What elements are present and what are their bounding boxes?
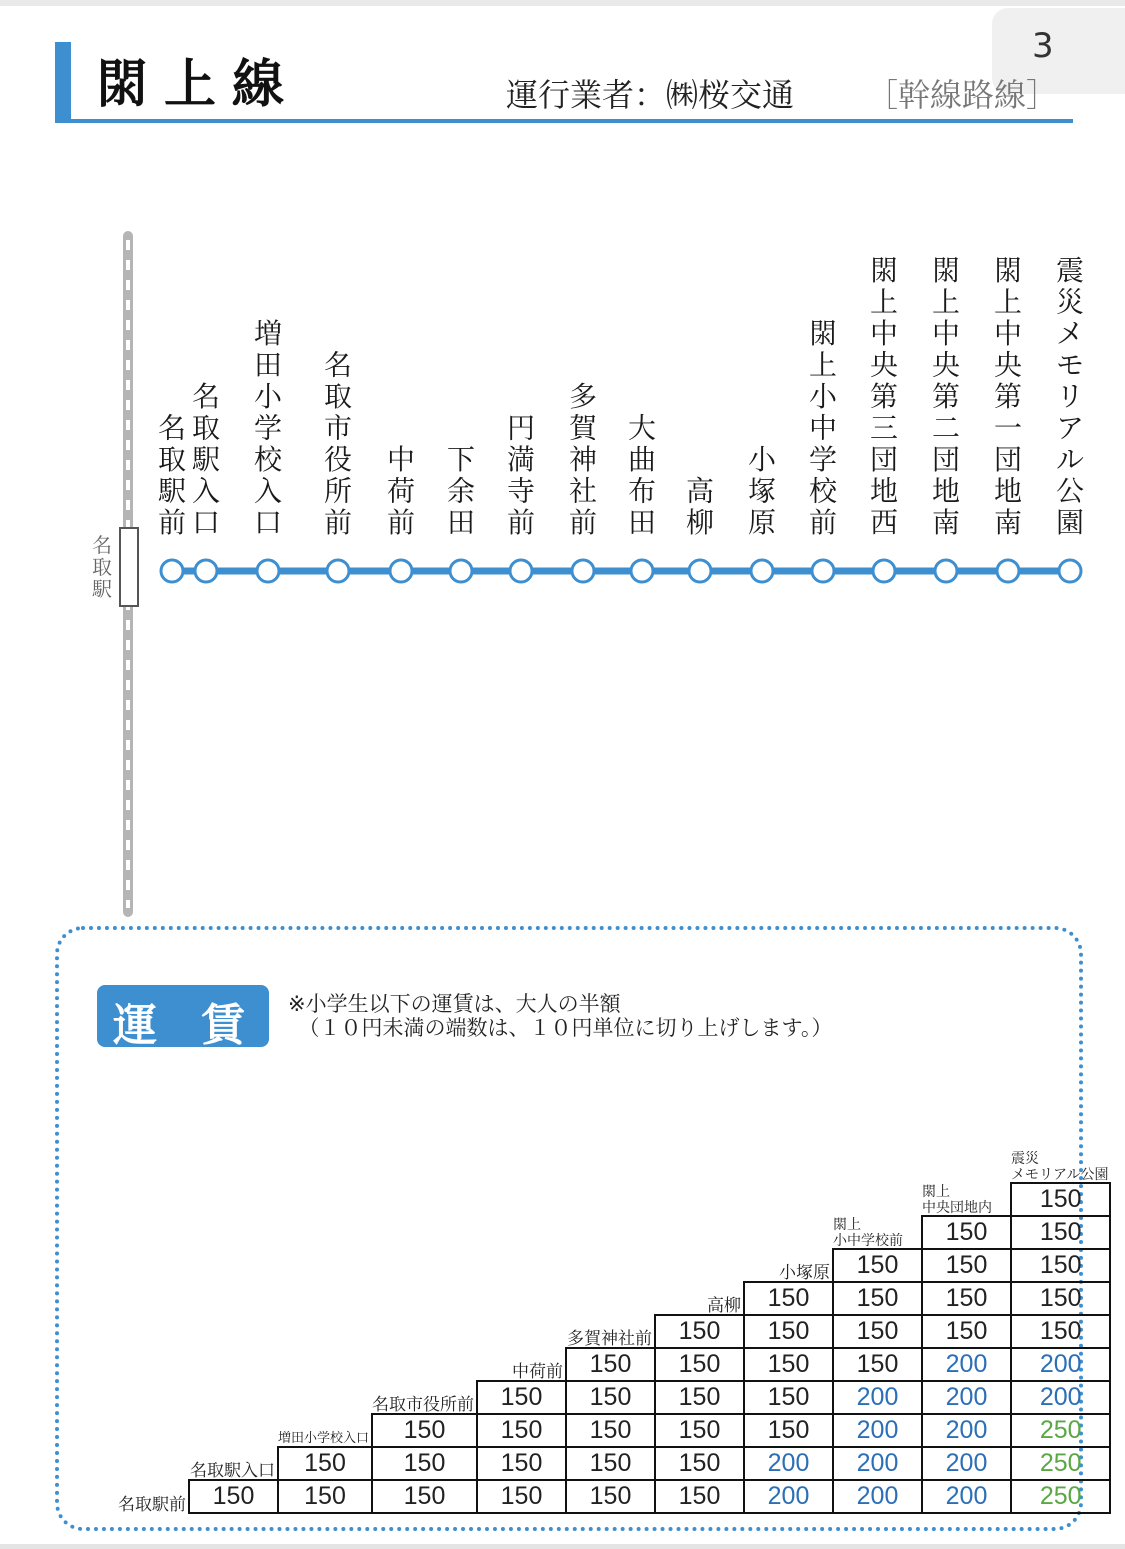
stop-label: 下余田 (446, 443, 476, 539)
fare-cell: 200 (922, 1480, 1011, 1513)
fare-cell: 150 (1011, 1315, 1110, 1348)
fare-cell: 200 (833, 1480, 922, 1513)
fare-heading (97, 985, 289, 1051)
fare-row (100, 1216, 1110, 1249)
fare-cell: 200 (1011, 1381, 1110, 1414)
fare-cell: 150 (372, 1447, 477, 1480)
stop-marker (257, 560, 279, 582)
fare-table (100, 1150, 1111, 1514)
fare-cell: 150 (1011, 1282, 1110, 1315)
fare-cell: 150 (744, 1282, 833, 1315)
fare-cell: 200 (744, 1480, 833, 1513)
stop-label: 閖上小中学校前 (808, 317, 838, 539)
stop-label: 震災メモリアル公園 (1055, 254, 1085, 539)
fare-cell: 200 (922, 1414, 1011, 1447)
stop-marker (997, 560, 1019, 582)
stop-label: 閖上中央第三団地西 (869, 254, 899, 539)
fare-cell: 150 (833, 1348, 922, 1381)
fare-stop-label: 小塚原 (779, 1263, 831, 1282)
stop-label: 高柳 (685, 474, 715, 539)
fare-row (100, 1315, 1110, 1348)
fare-row (100, 1183, 1110, 1216)
page-number: 3 (1032, 26, 1054, 66)
fare-stop-label: 閖上 中央団地内 (922, 1183, 993, 1215)
fare-row (100, 1447, 1110, 1480)
fare-cell: 200 (744, 1447, 833, 1480)
page-title: 閖上線 (96, 55, 301, 115)
fare-cell: 150 (833, 1282, 922, 1315)
fare-cell: 150 (566, 1381, 655, 1414)
fare-cell: 150 (566, 1447, 655, 1480)
fare-stop-label: 高柳 (707, 1296, 742, 1315)
stop-label: 閖上中央第二団地南 (931, 254, 961, 539)
fare-cell: 150 (477, 1381, 566, 1414)
fare-cell: 150 (922, 1282, 1011, 1315)
fare-cell: 150 (372, 1480, 477, 1513)
stop-marker (161, 560, 183, 582)
fare-cell: 150 (189, 1480, 278, 1513)
fare-cell: 150 (922, 1315, 1011, 1348)
fare-stop-label: 震災 メモリアル公園 (1011, 1150, 1109, 1182)
stop-label: 名取駅入口 (191, 380, 221, 539)
stop-marker (510, 560, 532, 582)
fare-row (100, 1480, 1110, 1513)
fare-stop-label: 名取駅前 (118, 1495, 186, 1514)
stop-label: 名取市役所前 (323, 348, 353, 539)
fare-cell: 150 (744, 1381, 833, 1414)
fare-heading-text: 運賃 (113, 1000, 289, 1051)
fare-cell: 150 (922, 1249, 1011, 1282)
fare-cell: 150 (744, 1348, 833, 1381)
fare-cell: 150 (833, 1249, 922, 1282)
fare-note: ※小学生以下の運賃は、大人の半額 （１０円未満の端数は、１０円単位に切り上げします。） (288, 992, 833, 1040)
fare-cell: 150 (922, 1216, 1011, 1249)
fare-cell: 150 (655, 1480, 744, 1513)
stop-marker (390, 560, 412, 582)
fare-cell: 250 (1011, 1480, 1110, 1513)
stop-marker (450, 560, 472, 582)
fare-stop-label: 中荷前 (512, 1362, 564, 1381)
stop-marker (689, 560, 711, 582)
stop-marker (631, 560, 653, 582)
fare-row (100, 1282, 1110, 1315)
fare-cell: 200 (833, 1447, 922, 1480)
stop-label: 増田小学校入口 (253, 317, 283, 539)
fare-cell: 150 (1011, 1249, 1110, 1282)
terminal-station-name: 名取駅 (92, 533, 112, 601)
fare-cell: 150 (566, 1414, 655, 1447)
fare-cell: 150 (655, 1381, 744, 1414)
route-type-label: ［幹線路線］ (866, 76, 1059, 114)
fare-row (100, 1381, 1110, 1414)
fare-cell: 150 (566, 1480, 655, 1513)
terminal-station-box (120, 528, 138, 606)
stop-label: 閖上中央第一団地南 (993, 254, 1023, 539)
stop-marker (572, 560, 594, 582)
fare-stop-label: 増田小学校入口 (278, 1430, 370, 1445)
stops-group (157, 254, 1084, 582)
fare-stop-label: 名取市役所前 (372, 1395, 475, 1414)
fare-cell: 150 (477, 1414, 566, 1447)
fare-cell: 200 (1011, 1348, 1110, 1381)
fare-cell: 250 (1011, 1414, 1110, 1447)
fare-cell: 200 (833, 1414, 922, 1447)
bottom-edge (0, 1544, 1125, 1549)
fare-row (100, 1348, 1110, 1381)
fare-cell: 200 (833, 1381, 922, 1414)
stop-marker (812, 560, 834, 582)
stop-marker (195, 560, 217, 582)
stop-label: 名取駅前 (157, 411, 187, 539)
fare-cell: 150 (566, 1348, 655, 1381)
fare-cell: 150 (278, 1480, 372, 1513)
fare-stop-label: 名取駅入口 (190, 1461, 275, 1480)
fare-cell: 150 (477, 1480, 566, 1513)
stop-label: 中荷前 (386, 443, 416, 539)
fare-cell: 150 (744, 1315, 833, 1348)
fare-cell: 200 (922, 1447, 1011, 1480)
fare-cell: 150 (744, 1414, 833, 1447)
fare-cell: 150 (655, 1447, 744, 1480)
fare-cell: 150 (655, 1348, 744, 1381)
stop-marker (873, 560, 895, 582)
fare-cell: 150 (655, 1414, 744, 1447)
fare-cell: 250 (1011, 1447, 1110, 1480)
fare-stop-label: 多賀神社前 (567, 1329, 653, 1348)
fare-row (100, 1150, 1110, 1183)
fare-cell: 150 (372, 1414, 477, 1447)
fare-stop-label: 閖上 小中学校前 (833, 1216, 904, 1248)
fare-cell: 150 (1011, 1216, 1110, 1249)
fare-cell: 150 (278, 1447, 372, 1480)
stop-label: 大曲布田 (627, 411, 657, 539)
operator-label: 運行業者：㈱桜交通 (506, 76, 795, 114)
stop-marker (935, 560, 957, 582)
fare-row (100, 1249, 1110, 1282)
stop-marker (327, 560, 349, 582)
stop-label: 小塚原 (747, 443, 777, 539)
fare-cell: 150 (1011, 1183, 1110, 1216)
fare-cell: 200 (922, 1348, 1011, 1381)
fare-cell: 150 (477, 1447, 566, 1480)
stop-marker (1059, 560, 1081, 582)
stop-label: 円満寺前 (506, 411, 536, 539)
fare-row (100, 1414, 1110, 1447)
fare-cell: 200 (922, 1381, 1011, 1414)
terminal-label (91, 533, 112, 601)
fare-cell: 150 (655, 1315, 744, 1348)
stop-label: 多賀神社前 (568, 380, 598, 539)
fare-cell: 150 (833, 1315, 922, 1348)
stop-marker (751, 560, 773, 582)
